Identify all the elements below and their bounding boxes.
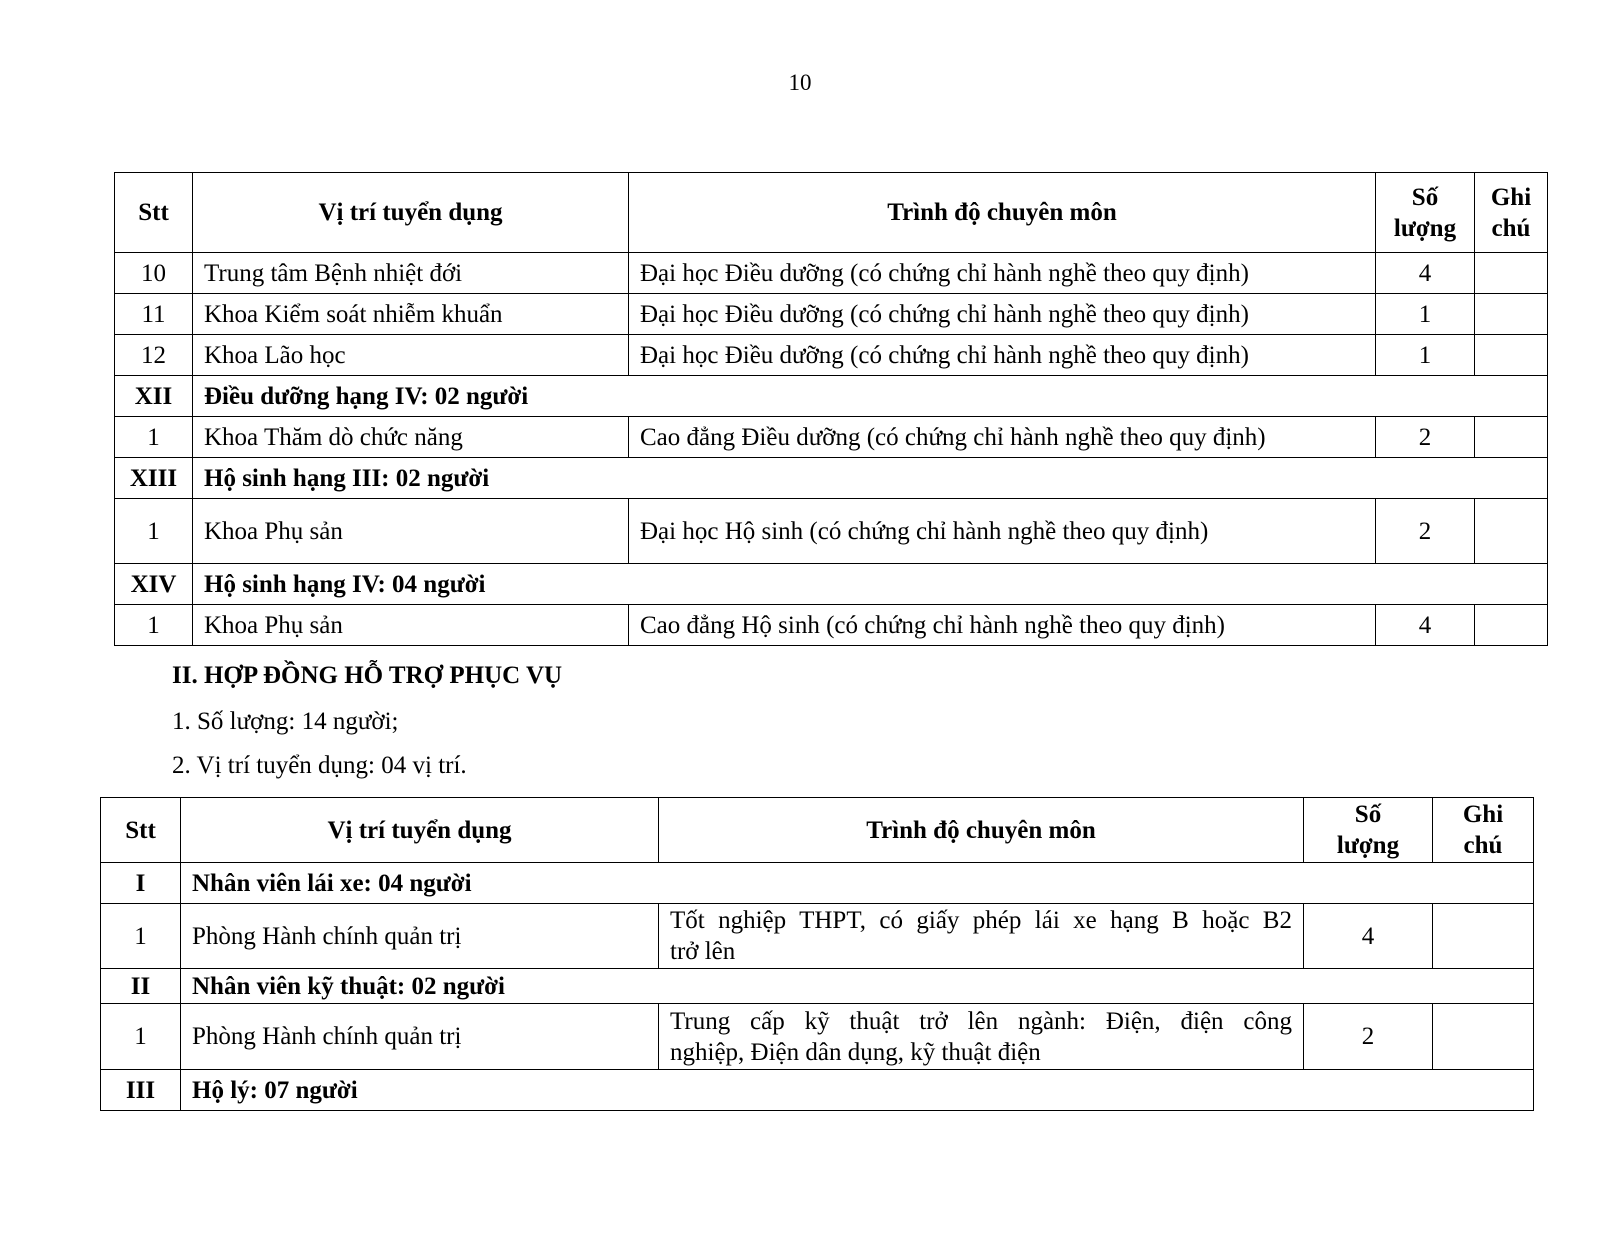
cell-position: Phòng Hành chính quản trị bbox=[181, 1004, 659, 1070]
cell-qualification: Đại học Điều dưỡng (có chứng chỉ hành nghề theo quy định) bbox=[629, 335, 1376, 376]
header-qualification: Trình độ chuyên môn bbox=[629, 173, 1376, 253]
table-row bbox=[115, 499, 1548, 564]
cell-note bbox=[1475, 605, 1548, 646]
table-header-row bbox=[101, 798, 1534, 863]
cell-position: Khoa Lão học bbox=[193, 335, 629, 376]
cell-stt: 10 bbox=[115, 253, 193, 294]
section-number: I bbox=[101, 863, 181, 904]
cell-stt: 1 bbox=[115, 417, 193, 458]
cell-quantity: 4 bbox=[1376, 253, 1475, 294]
cell-stt: 1 bbox=[101, 904, 181, 969]
cell-stt: 1 bbox=[115, 605, 193, 646]
cell-position: Trung tâm Bệnh nhiệt đới bbox=[193, 253, 629, 294]
section-title: Hộ sinh hạng IV: 04 người bbox=[193, 564, 1548, 605]
recruitment-table-1 bbox=[114, 172, 1548, 646]
quantity-line: 1. Số lượng: 14 người; bbox=[172, 708, 399, 735]
cell-qualification: Đại học Điều dưỡng (có chứng chỉ hành nghề theo quy định) bbox=[629, 253, 1376, 294]
cell-position: Khoa Thăm dò chức năng bbox=[193, 417, 629, 458]
table-row bbox=[115, 294, 1548, 335]
cell-qualification bbox=[659, 904, 1304, 969]
section-number: II bbox=[101, 969, 181, 1004]
recruitment-table-2 bbox=[100, 797, 1534, 1111]
positions-line: 2. Vị trí tuyển dụng: 04 vị trí. bbox=[172, 752, 467, 779]
qualification-line: Tốt nghiệp THPT, có giấy phép lái xe hạng B hoặc B2 bbox=[670, 907, 1292, 934]
section-title: Nhân viên kỹ thuật: 02 người bbox=[181, 969, 1534, 1004]
cell-note bbox=[1475, 335, 1548, 376]
section-heading: II. HỢP ĐỒNG HỖ TRỢ PHỤC VỤ bbox=[172, 662, 563, 689]
cell-note bbox=[1433, 1004, 1534, 1070]
cell-note bbox=[1433, 904, 1534, 969]
section-row bbox=[115, 564, 1548, 605]
section-row bbox=[115, 458, 1548, 499]
cell-stt: 1 bbox=[101, 1004, 181, 1070]
cell-position: Khoa Kiểm soát nhiễm khuẩn bbox=[193, 294, 629, 335]
section-title: Hộ sinh hạng III: 02 người bbox=[193, 458, 1548, 499]
header-quantity: Số lượng bbox=[1304, 798, 1433, 863]
section-row bbox=[101, 1070, 1534, 1111]
cell-qualification: Cao đẳng Hộ sinh (có chứng chỉ hành nghề theo quy định) bbox=[629, 605, 1376, 646]
cell-qualification: Cao đẳng Điều dưỡng (có chứng chỉ hành nghề theo quy định) bbox=[629, 417, 1376, 458]
section-number: XII bbox=[115, 376, 193, 417]
table-row bbox=[115, 253, 1548, 294]
cell-quantity: 2 bbox=[1376, 417, 1475, 458]
section-title: Điều dưỡng hạng IV: 02 người bbox=[193, 376, 1548, 417]
cell-position: Phòng Hành chính quản trị bbox=[181, 904, 659, 969]
cell-quantity: 2 bbox=[1376, 499, 1475, 564]
header-qualification: Trình độ chuyên môn bbox=[659, 798, 1304, 863]
header-position: Vị trí tuyển dụng bbox=[181, 798, 659, 863]
header-stt: Stt bbox=[115, 173, 193, 253]
cell-note bbox=[1475, 499, 1548, 564]
cell-qualification: Đại học Điều dưỡng (có chứng chỉ hành nghề theo quy định) bbox=[629, 294, 1376, 335]
section-row bbox=[101, 969, 1534, 1004]
qualification-line: trở lên bbox=[670, 938, 736, 965]
section-title: Nhân viên lái xe: 04 người bbox=[181, 863, 1534, 904]
cell-quantity: 1 bbox=[1376, 294, 1475, 335]
section-number: III bbox=[101, 1070, 181, 1111]
table-row bbox=[115, 417, 1548, 458]
section-number: XIII bbox=[115, 458, 193, 499]
cell-note bbox=[1475, 294, 1548, 335]
header-note: Ghi chú bbox=[1475, 173, 1548, 253]
section-title: Hộ lý: 07 người bbox=[181, 1070, 1534, 1111]
cell-quantity: 1 bbox=[1376, 335, 1475, 376]
table-header-row bbox=[115, 173, 1548, 253]
header-note: Ghi chú bbox=[1433, 798, 1534, 863]
table-row bbox=[115, 335, 1548, 376]
cell-stt: 1 bbox=[115, 499, 193, 564]
cell-stt: 12 bbox=[115, 335, 193, 376]
header-quantity: Số lượng bbox=[1376, 173, 1475, 253]
section-number: XIV bbox=[115, 564, 193, 605]
cell-quantity: 4 bbox=[1376, 605, 1475, 646]
cell-note bbox=[1475, 417, 1548, 458]
header-stt: Stt bbox=[101, 798, 181, 863]
section-row bbox=[101, 863, 1534, 904]
qualification-line: Trung cấp kỹ thuật trở lên ngành: Điện, điện công bbox=[670, 1007, 1292, 1035]
table-row bbox=[115, 605, 1548, 646]
table-row bbox=[101, 904, 1534, 969]
cell-position: Khoa Phụ sản bbox=[193, 605, 629, 646]
cell-quantity: 2 bbox=[1304, 1004, 1433, 1070]
cell-stt: 11 bbox=[115, 294, 193, 335]
page-number: 10 bbox=[788, 70, 812, 95]
section-row bbox=[115, 376, 1548, 417]
header-position: Vị trí tuyển dụng bbox=[193, 173, 629, 253]
qualification-line: nghiệp, Điện dân dụng, kỹ thuật điện bbox=[670, 1038, 1041, 1066]
cell-qualification: Đại học Hộ sinh (có chứng chỉ hành nghề theo quy định) bbox=[629, 499, 1376, 564]
cell-position: Khoa Phụ sản bbox=[193, 499, 629, 564]
table-row bbox=[101, 1004, 1534, 1070]
cell-quantity: 4 bbox=[1304, 904, 1433, 969]
cell-note bbox=[1475, 253, 1548, 294]
cell-qualification bbox=[659, 1004, 1304, 1070]
